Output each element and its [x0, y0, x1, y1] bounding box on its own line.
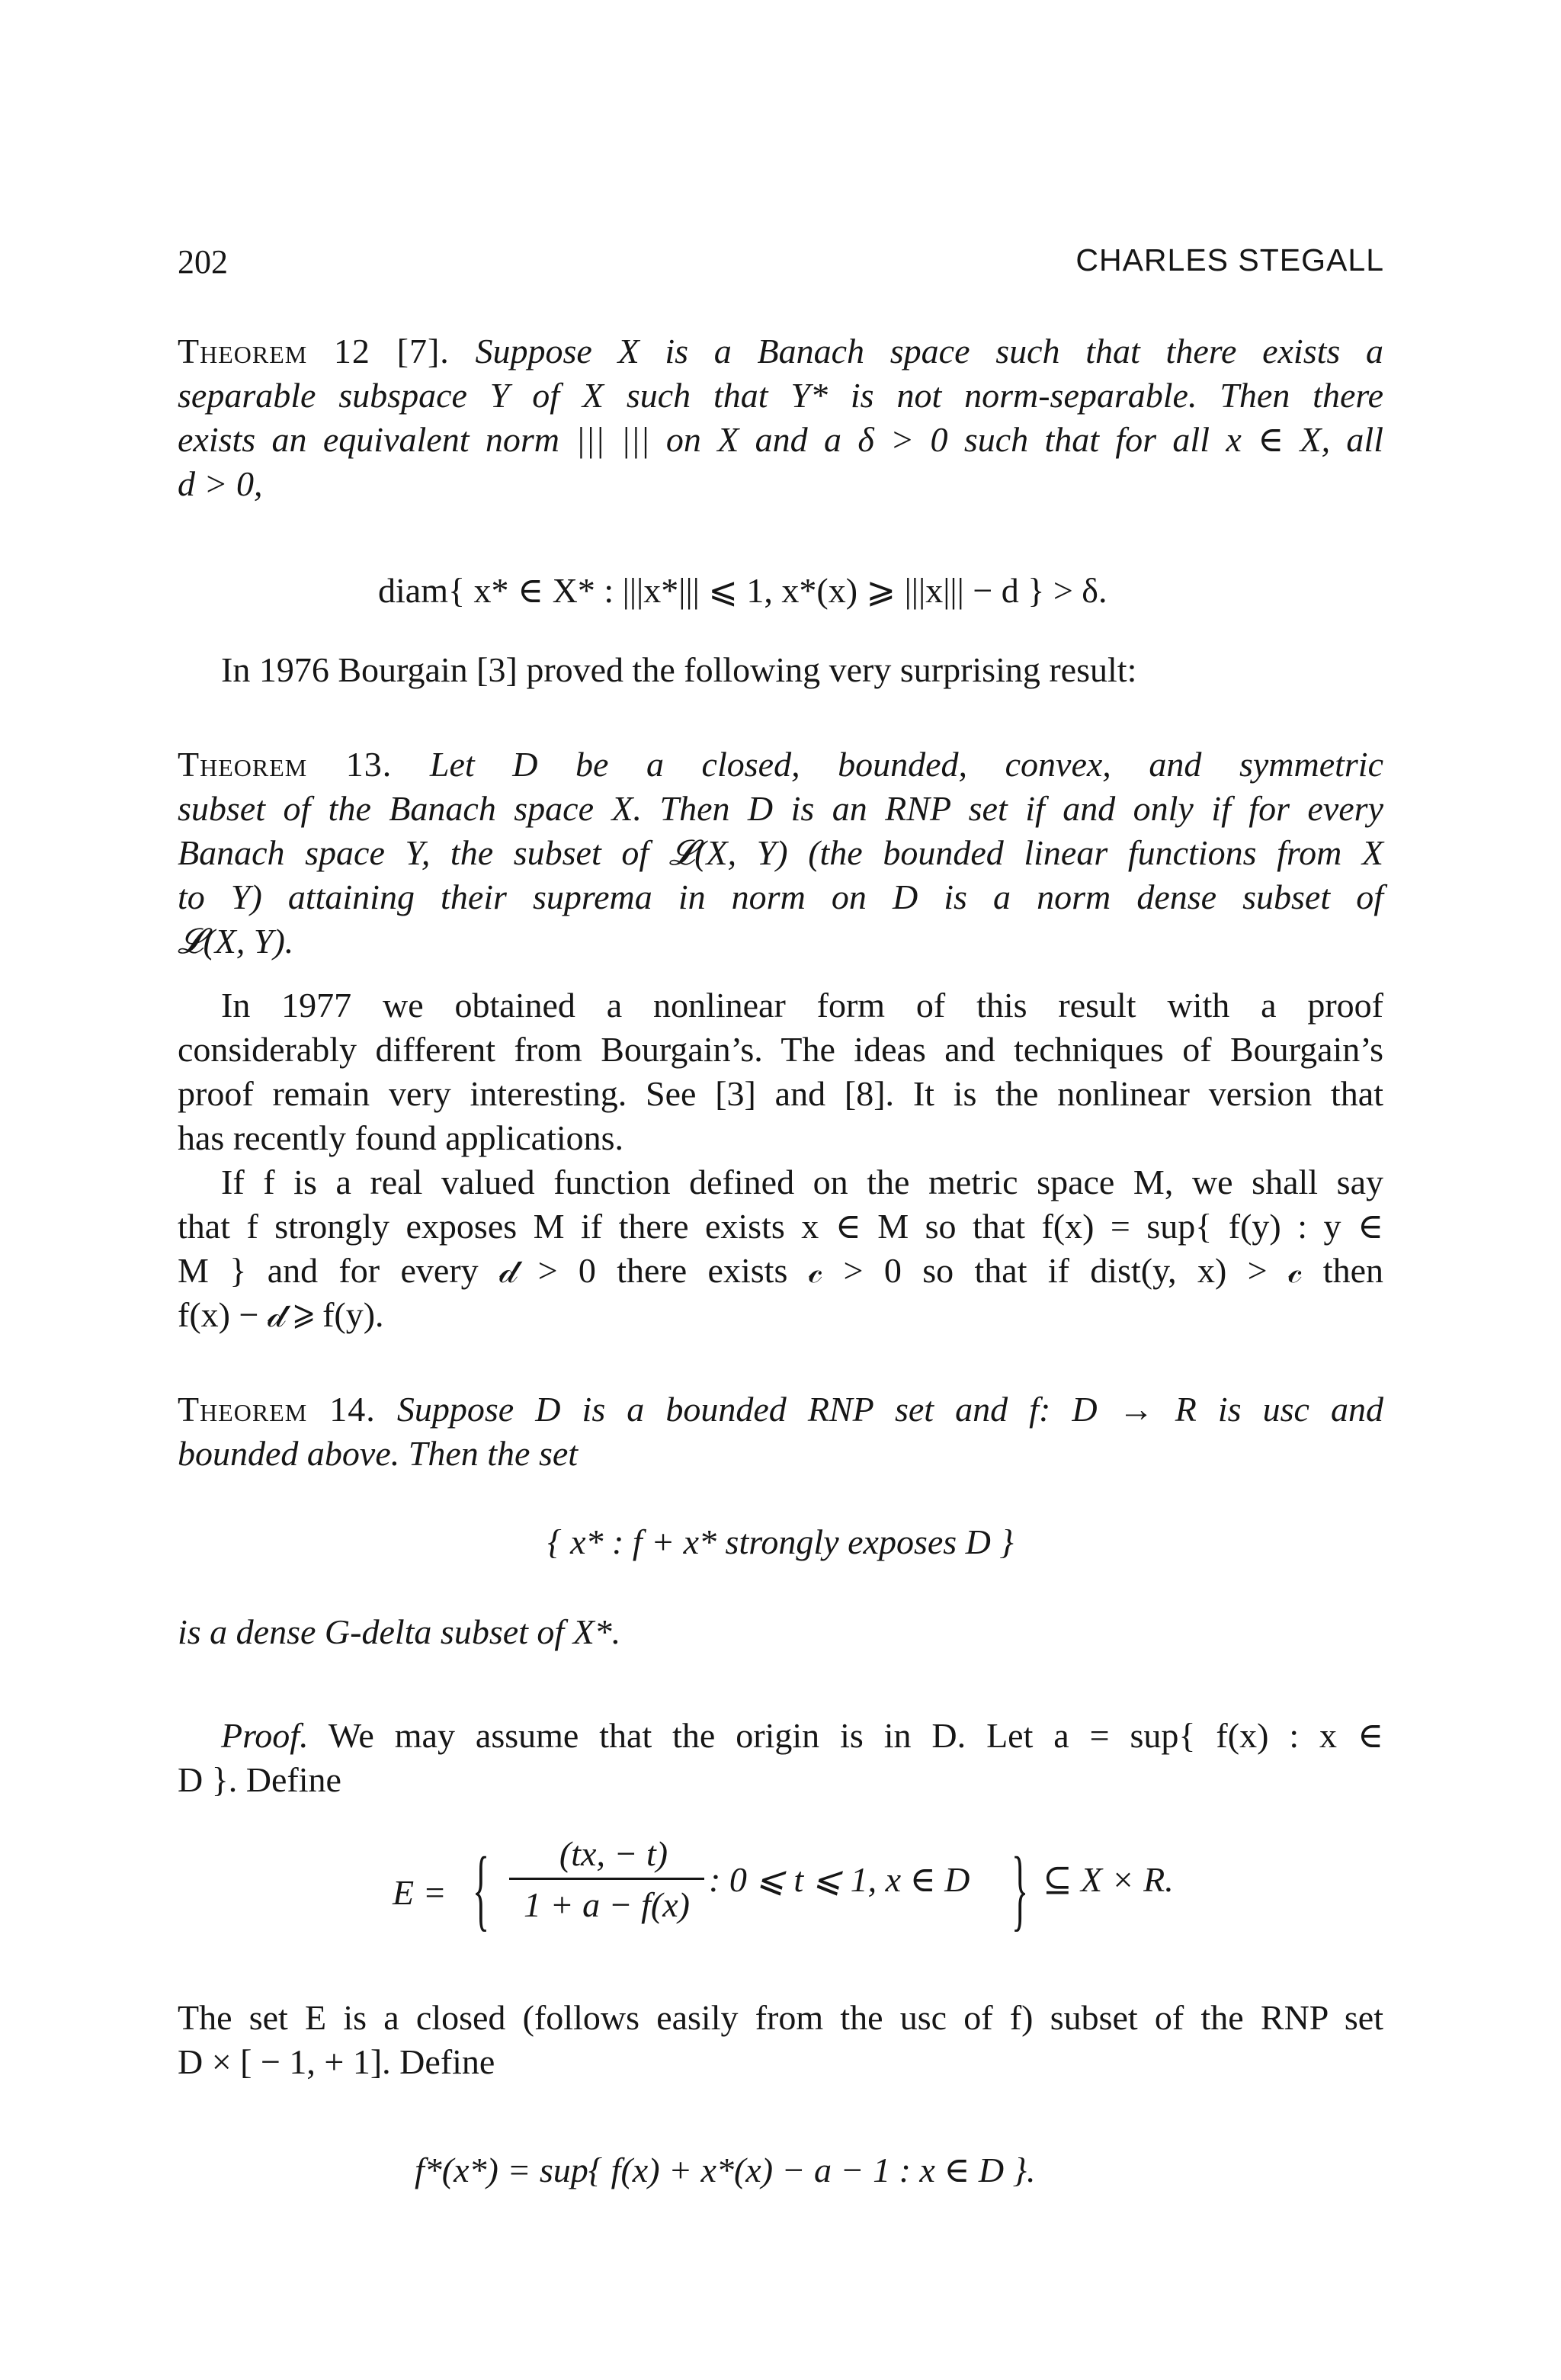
set-e-lhs: E = [393, 1873, 447, 1912]
proof-line-1 [221, 1714, 1383, 1758]
para-expose-line-4: f(x) − 𝒹 ⩾ f(y). [178, 1295, 384, 1334]
theorem-12-formula: diam{ x* ∈ X* : |||x*||| ⩽ 1, x*(x) ⩾ |||x||| − d } > δ. [378, 571, 1107, 610]
bourgain-paragraph: In 1976 Bourgain [3] proved the following very surprising result: [221, 650, 1137, 689]
theorem-14-line-2: bounded above. Then the set [178, 1434, 579, 1473]
proof-label: Proof. [221, 1716, 309, 1755]
set-e-denominator: 1 + a − f(x) [524, 1885, 690, 1924]
para-1977-line-3: proof remain very interesting. See [3] and [8]. It is the nonlinear version that [178, 1074, 1383, 1113]
theorem-13-line-5: 𝓛(X, Y). [178, 922, 294, 961]
fstar-formula: f*(x*) = sup{ f(x) + x*(x) − a − 1 : x ∈ D }. [415, 2151, 1036, 2189]
para-e-line-2: D × [ − 1, + 1]. Define [178, 2042, 495, 2081]
proof-text: We may assume that the origin is in D. Let a = sup{ f(x) : x ∈ [328, 1716, 1384, 1755]
theorem-12-line-3: exists an equivalent norm ||| ||| on X and a δ > 0 such that for all x ∈ X, all [178, 420, 1383, 459]
para-1977-line-2: considerably different from Bourgain’s. The ideas and techniques of Bourgain’s [178, 1030, 1383, 1069]
set-e-rhs: ⊆ X × R. [1043, 1860, 1174, 1899]
page-number: 202 [178, 243, 228, 281]
theorem-14-line-3: is a dense G-delta subset of X*. [178, 1612, 621, 1651]
theorem-13-line-3: Banach space Y, the subset of 𝓛(X, Y) (the bounded linear functions from X [178, 833, 1383, 872]
left-brace-icon: { [473, 1838, 490, 1939]
para-e-line-1: The set E is a closed (follows easily from the usc of f) subset of the RNP set [178, 1998, 1383, 2037]
proof-line-2: D }. Define [178, 1760, 341, 1799]
theorem-12-line-1 [178, 329, 1383, 374]
para-expose-line-3: M } and for every 𝒹 > 0 there exists 𝒸 > 0 so that if dist(y, x) > 𝒸 then [178, 1251, 1383, 1290]
theorem-13-text: Let D be a closed, bounded, convex, and symmetric [429, 745, 1383, 784]
right-brace-icon: } [1011, 1838, 1029, 1939]
theorem-13-line-2: subset of the Banach space X. Then D is an RNP set if and only if for every [178, 789, 1383, 828]
running-head-author: CHARLES STEGALL [1075, 242, 1384, 277]
theorem-13-line-4: to Y) attaining their suprema in norm on D is a norm dense subset of [178, 877, 1383, 916]
theorem-12-label: Theorem 12 [7]. [178, 332, 450, 370]
theorem-14-line-1 [178, 1387, 1383, 1432]
set-e-condition: : 0 ⩽ t ⩽ 1, x ∈ D [709, 1860, 970, 1899]
para-1977-line-4: has recently found applications. [178, 1118, 624, 1157]
theorem-13-label: Theorem 13. [178, 745, 393, 784]
para-expose-line-2: that f strongly exposes M if there exists x ∈ M so that f(x) = sup{ f(y) : y ∈ [178, 1207, 1383, 1246]
theorem-12-line-4: d > 0, [178, 464, 263, 503]
theorem-14-text: Suppose D is a bounded RNP set and f: D → R is usc and [396, 1390, 1384, 1429]
theorem-12-line-2: separable subspace Y of X such that Y* is not norm-separable. Then there [178, 376, 1383, 415]
theorem-14-formula: { x* : f + x* strongly exposes D } [547, 1522, 1014, 1561]
para-1977-line-1: In 1977 we obtained a nonlinear form of this result with a proof [221, 986, 1383, 1025]
fraction-bar [509, 1878, 704, 1880]
set-e-numerator: (tx, − t) [559, 1834, 668, 1873]
theorem-12-text: Suppose X is a Banach space such that there exists a [475, 332, 1384, 370]
theorem-13-line-1 [178, 743, 1383, 787]
para-expose-line-1: If f is a real valued function defined on the metric space M, we shall say [221, 1163, 1383, 1201]
theorem-14-label: Theorem 14. [178, 1390, 376, 1429]
